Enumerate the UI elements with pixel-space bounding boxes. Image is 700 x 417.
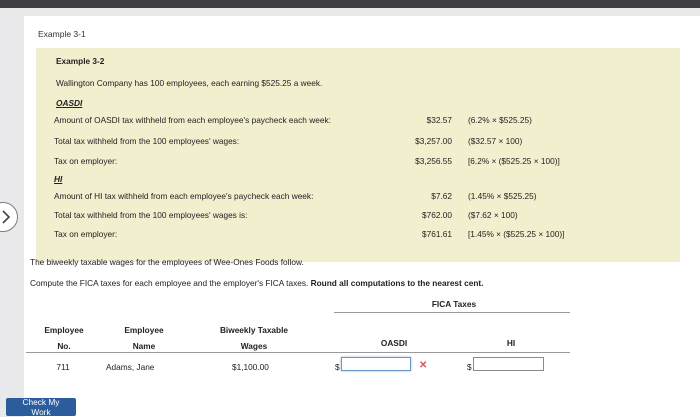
row-wages: $1,100.00	[232, 362, 269, 372]
hi-row-2-amount: $762.00	[422, 210, 452, 220]
hi-currency-symbol: $	[467, 362, 472, 372]
example-box	[36, 48, 680, 262]
oasdi-heading: OASDI	[56, 98, 83, 108]
problem-line-2	[30, 278, 483, 288]
top-bar	[0, 0, 700, 8]
table-header-rule	[26, 352, 570, 353]
oasdi-currency-symbol: $	[335, 362, 340, 372]
example-title: Example 3-2	[56, 56, 105, 66]
hi-row-2-calc: ($7.62 × 100)	[468, 210, 518, 220]
content-panel	[24, 16, 700, 417]
header-employee-name: Employee Name	[124, 325, 164, 351]
fica-header-rule	[334, 312, 570, 313]
hi-row-1-amount: $7.62	[431, 191, 452, 201]
oasdi-row-3-label: Tax on employer:	[54, 156, 118, 166]
hi-row-1-label: Amount of HI tax withheld from each employee's paycheck each week:	[54, 191, 314, 201]
oasdi-row-3-calc: [6.2% × ($525.25 × 100)]	[468, 156, 560, 166]
oasdi-row-2-label: Total tax withheld from the 100 employees' wages:	[54, 136, 240, 146]
example-3-1-link[interactable]: Example 3-1	[38, 29, 86, 39]
hi-row-2-label: Total tax withheld from the 100 employees' wages is:	[54, 210, 248, 220]
hi-heading: HI	[54, 174, 63, 184]
header-hi: HI	[506, 338, 516, 348]
header-employee-no: Employee No.	[44, 325, 84, 351]
problem-line-2-text: Compute the FICA taxes for each employee and the employer's FICA taxes.	[30, 278, 309, 288]
previous-arrow-button[interactable]	[0, 202, 18, 232]
example-intro: Wallington Company has 100 employees, each earning $525.25 a week.	[56, 78, 323, 88]
oasdi-row-1-label: Amount of OASDI tax withheld from each employee's paycheck each week:	[54, 115, 331, 125]
row-employee-name: Adams, Jane	[106, 362, 155, 372]
chevron-right-icon	[2, 210, 11, 224]
oasdi-row-2-amount: $3,257.00	[415, 136, 452, 146]
oasdi-row-1-calc: (6.2% × $525.25)	[468, 115, 532, 125]
hi-row-1-calc: (1.45% × $525.25)	[468, 191, 537, 201]
problem-line-1: The biweekly taxable wages for the employees of Wee-Ones Foods follow.	[30, 257, 304, 267]
fica-taxes-header: FICA Taxes	[431, 299, 477, 309]
hi-row-3-label: Tax on employer:	[54, 229, 118, 239]
hi-row-3-calc: [1.45% × ($525.25 × 100)]	[468, 229, 565, 239]
hi-input[interactable]	[473, 357, 544, 371]
hi-row-3-amount: $761.61	[422, 229, 452, 239]
header-oasdi: OASDI	[380, 338, 408, 348]
oasdi-row-3-amount: $3,256.55	[415, 156, 452, 166]
wrong-answer-icon: ✕	[419, 360, 428, 371]
rounding-instruction: Round all computations to the nearest cent.	[310, 278, 484, 288]
check-my-work-button[interactable]: Check My Work	[6, 398, 76, 416]
oasdi-row-2-calc: ($32.57 × 100)	[468, 136, 523, 146]
oasdi-input[interactable]	[341, 357, 411, 371]
oasdi-row-1-amount: $32.57	[426, 115, 452, 125]
row-employee-no: 711	[56, 362, 70, 372]
header-biweekly-wages: Biweekly Taxable Wages	[219, 325, 289, 351]
